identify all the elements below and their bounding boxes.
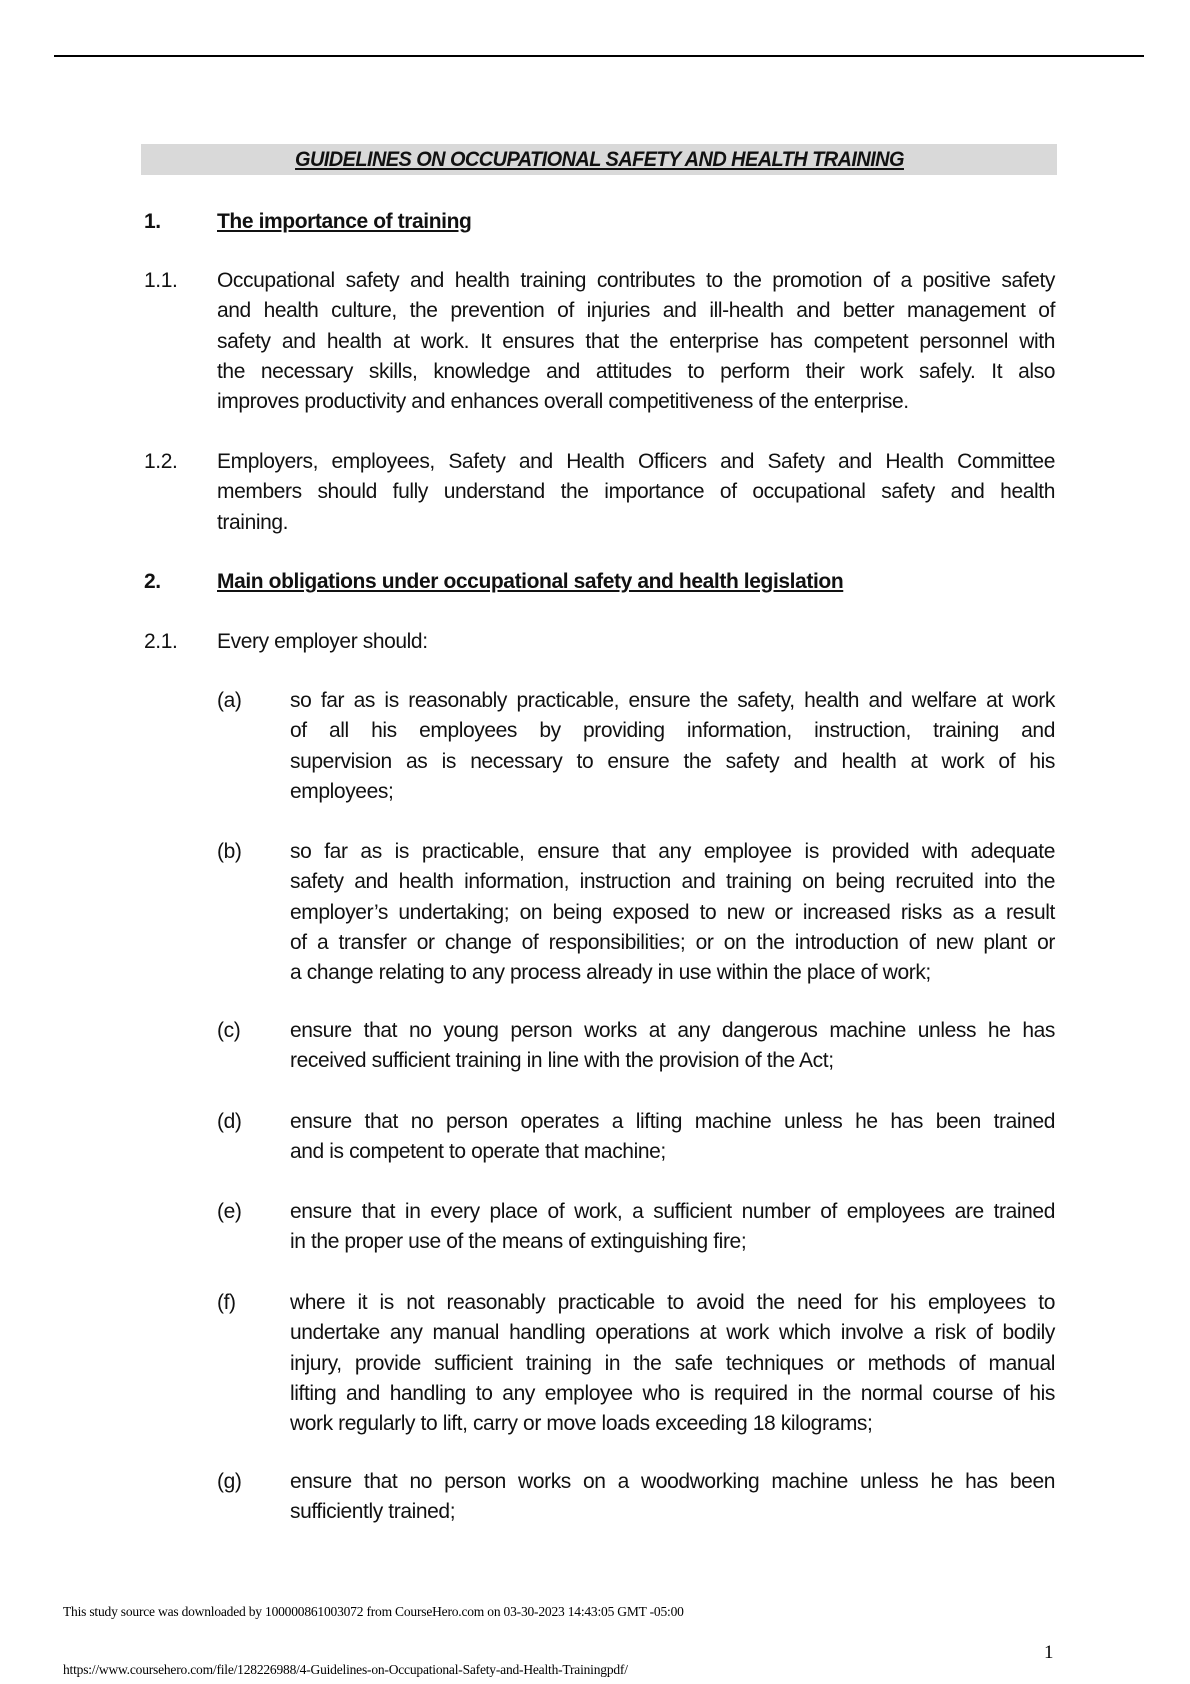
text-line: ensure that in every place of work, a sufficient number of employees are trained [290,1200,1055,1223]
text-line: so far as is practicable, ensure that any employee is provided with adequate [290,840,1055,863]
text-line: injury, provide sufficient training in the safe techniques or methods of manual [290,1351,1055,1375]
text-line: training. [217,510,289,534]
item-label: (f) [217,1291,236,1314]
text-line: ensure that no person operates a lifting machine unless he has been trained [290,1110,1055,1133]
paragraph-body [217,266,1055,417]
text-line: employer’s undertaking; on being exposed to new or increased risks as a result [290,900,1055,924]
paragraph-number: 1.2. [144,450,178,473]
paragraph-number: 2.1. [144,630,178,653]
text-line: so far as is reasonably practicable, ensure the safety, health and welfare at work [290,689,1055,712]
paragraph-body [217,447,1055,538]
document-title-bar [141,144,1057,175]
paragraph-body [290,1197,1055,1258]
text-line: lifting and handling to any employee who is required in the normal course of his [290,1381,1055,1405]
text-line: and health culture, the prevention of injuries and ill-health and better management of [217,299,1055,323]
section-number: 2. [144,570,161,593]
paragraph-body [290,1288,1055,1439]
text-line: employees; [290,779,394,803]
section-heading: Main obligations under occupational safety and health legislation [217,570,844,593]
item-label: (c) [217,1019,241,1042]
text-line: of a transfer or change of responsibilities; or on the introduction of new plant or [290,930,1055,954]
text-line: safety and health information, instruction and training on being recruited into the [290,870,1055,894]
document-title: GUIDELINES ON OCCUPATIONAL SAFETY AND HEALTH TRAINING [294,148,904,171]
paragraph-body [290,1016,1055,1077]
item-label: (g) [217,1470,242,1493]
section-number: 1. [144,210,161,233]
text-line: in the proper use of the means of extinguishing fire; [290,1230,747,1254]
text-line: ensure that no young person works at any dangerous machine unless he has [290,1019,1055,1042]
text-line: work regularly to lift, carry or move loads exceeding 18 kilograms; [290,1412,873,1436]
paragraph-number: 1.1. [144,269,178,292]
source-url[interactable]: https://www.coursehero.com/file/128226988/4-Guidelines-on-Occupational-Safety-and-Health-Trainingpdf/ [63,1662,628,1677]
paragraph-body [290,686,1055,807]
text-line: the necessary skills, knowledge and attitudes to perform their work safely. It also [217,359,1055,383]
text-line: of all his employees by providing information, instruction, training and [290,719,1055,743]
header-rule [54,55,1144,57]
text-line: ensure that no person works on a woodworking machine unless he has been [290,1470,1055,1493]
item-label: (b) [217,840,242,863]
text-line: safety and health at work. It ensures that the enterprise has competent personnel with [217,329,1055,353]
text-line: where it is not reasonably practicable to avoid the need for his employees to [290,1291,1055,1314]
item-label: (d) [217,1110,242,1133]
item-label: (a) [217,689,242,712]
page-number: 1 [1044,1642,1054,1663]
text-line: undertake any manual handling operations at work which involve a risk of bodily [290,1321,1055,1345]
paragraph-body [290,1107,1055,1168]
paragraph-body [290,1467,1055,1528]
text-line: supervision as is necessary to ensure the safety and health at work of his [290,749,1055,773]
item-label: (e) [217,1200,242,1223]
text-line: members should fully understand the importance of occupational safety and health [217,480,1055,504]
text-line: a change relating to any process already in use within the place of work; [290,961,931,985]
text-line: sufficiently trained; [290,1500,456,1524]
text-line: improves productivity and enhances overall competitiveness of the enterprise. [217,390,909,414]
section-heading: The importance of training [217,210,472,233]
download-note: This study source was downloaded by 100000861003072 from CourseHero.com on 03-30-2023 14:43:05 GMT -05:00 [63,1604,684,1619]
text-line: Employers, employees, Safety and Health Officers and Safety and Health Committee [217,450,1055,473]
paragraph-body [290,837,1055,988]
text-line: received sufficient training in line with the provision of the Act; [290,1049,834,1073]
text-line: and is competent to operate that machine; [290,1140,666,1164]
paragraph-text: Every employer should: [217,630,428,653]
text-line: Occupational safety and health training contributes to the promotion of a positive safety [217,269,1055,292]
